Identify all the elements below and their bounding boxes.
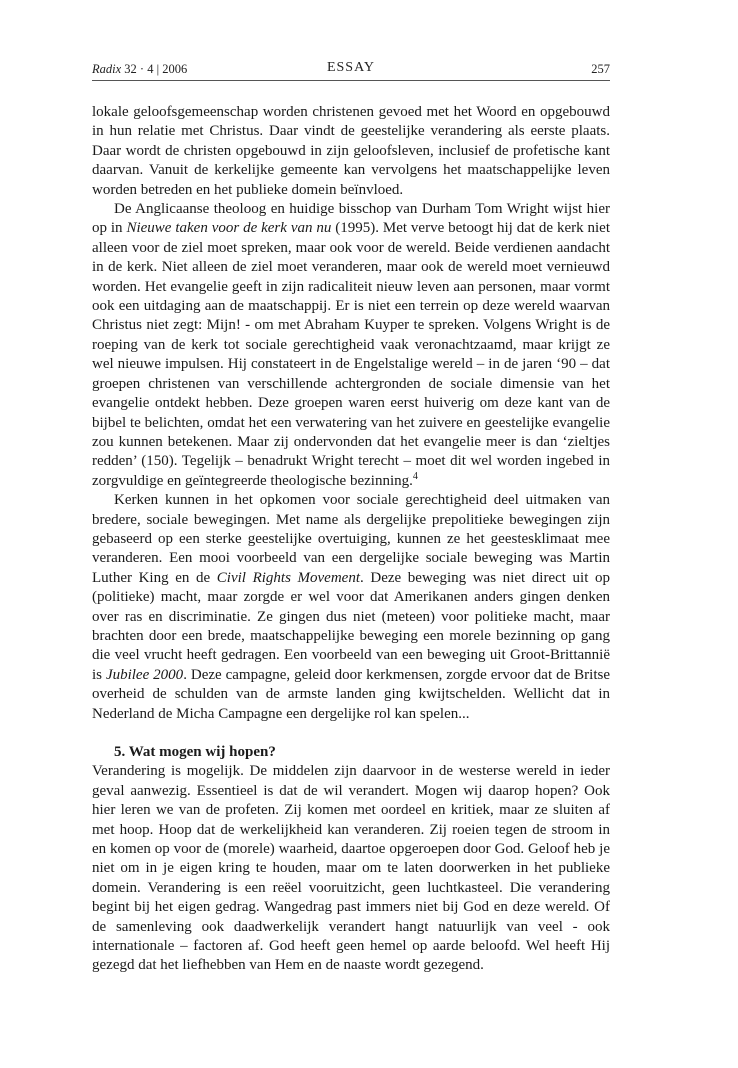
book-title: Nieuwe taken voor de kerk van nu: [126, 220, 332, 237]
campaign-name: Jubilee 2000: [105, 666, 184, 683]
paragraph-text: (1995). Met verve betoogt hij dat de kerk niet alleen voor de ziel moet spreken, maar ook voor de wereld. Beide verdienen aandacht in de kerk. Niet alleen de ziel moet veranderen, maar ook de wereld moet vernieuwd worden. Het evangelie geeft in zijn radicaliteit nieuw leven aan personen, maar vormt ook een uitdaging aan de maatschappij. Er is niet een terrein op deze wereld waarvan Christus niet zegt: Mijn! - om met Abraham Kuyper te spreken. Volgens Wright is de roeping van de kerk tot sociale gerechtigheid vaak veronachtzaamd, maar krijgt ze wel nieuwe impulsen. Hij constateert in de Engelstalige wereld – in de jaren ‘90 – dat groepen christenen van verschillende achtergronden de sociale dimensie van het evangelie ontdekt hebben. Deze groepen waren eerst huiverig om deze kant van de bijbel te belichten, omdat het een verwatering van het zuivere en geestelijke evangelie zou kunnen betekenen. Maar zij ondervonden dat het evangelie meer is dan ‘zieltjes redden’ (150). Tegelijk – benadrukt Wright terecht – moet dit wel worden ingebed in zorgvuldige en geïntegreerde theologische bezinning.: [92, 220, 611, 489]
paragraph: [92, 200, 610, 491]
page-number: 257: [591, 62, 610, 76]
running-header: [92, 60, 610, 80]
paragraph-text: De Anglicaanse theoloog en huidige bisschop van Durham Tom Wright wijst hier op in: [92, 201, 610, 237]
paragraph: [92, 103, 610, 200]
paragraph: Verandering is mogelijk. De middelen zijn daarvoor in de westerse wereld in ieder geval aanwezig. Essentieel is dat de wil verandert. Mogen wij daarop hopen? Ook hier leren we van de profeten. Zij komen met oordeel en kritiek, maar ze sluiten af met hoop. Hoop dat de werkelijkheid kan veranderen. Zij roeien tegen de stroom in en komen op voor de (morele) waarheid, daartoe opgeroepen door God. Geloof heb je niet om in je eigen kring te houden, maar om te laten doorwerken in het publieke domein. Verandering is een reëel vooruitzicht, geen luchtkasteel. Die verandering begint bij het eigen gedrag. Wangedrag past immers niet bij God en deze wereld. Of de samenleving ook daadwerkelijk verandert hangt natuurlijk van veel - ook internationale – factoren af. God heeft geen hemel op aarde beloofd. Wel heeft Hij gezegd dat het liefhebben van Hem en de naaste wordt gezegend.: [92, 763, 610, 974]
section-label: ESSAY: [326, 60, 376, 75]
paragraph-text: . Deze beweging was niet direct uit op (politieke) macht, maar zorgde er wel voor dat Amerikanen anders gingen denken over ras en discriminatie. Ze gingen dus niet (meteen) voor politieke macht, maar brachten door een brede, maatschappelijke beweging een morele bezinning op gang die veel vrucht heeft gedragen. Een voorbeeld van een beweging uit Groot-Brittannië is: [92, 569, 611, 683]
article-body: [92, 103, 610, 976]
movement-name: Civil Rights Movement: [216, 569, 360, 586]
paragraph-text: lokale geloofsgemeenschap worden christenen gevoed met het Woord en opgebouwd in hun relatie met Christus. Daar vindt de geestelijke verandering als eerste plaats. Daar wordt de christen opgebouwd in zijn geloofsleven, inclusief de profetische kant daarvan. Vanuit de kerkelijke gemeente kan vervolgens het maatschappelijke leven worden betreden en het publieke domein beïnvloed.: [92, 104, 610, 198]
issue-info: 32 · 4 | 2006: [124, 62, 188, 76]
paragraph: [92, 491, 610, 724]
header-rule: [92, 80, 610, 81]
section-gap: [92, 724, 610, 743]
paragraph-text: Kerken kunnen in het opkomen voor sociale gerechtigheid deel uitmaken van bredere, sociale bewegingen. Met name als dergelijke prepolitieke bewegingen zijn gebaseerd op een sterke geestelijke overtuiging, kunnen ze het geestesklimaat mee veranderen. Een mooi voorbeeld van een dergelijke sociale beweging was Martin Luther King en de: [92, 492, 610, 586]
footnote-marker[interactable]: 4: [412, 470, 418, 482]
paragraph-text: . Deze campagne, geleid door kerkmensen, zorgde ervoor dat de Britse overheid de schulden van de armste landen ging kwijtschelden. Wellicht dat in Nederland de Micha Campagne een dergelijke rol kan spelen...: [92, 666, 610, 722]
magazine-name: Radix: [92, 62, 122, 76]
section-heading: 5. Wat mogen wij hopen?: [114, 744, 276, 760]
